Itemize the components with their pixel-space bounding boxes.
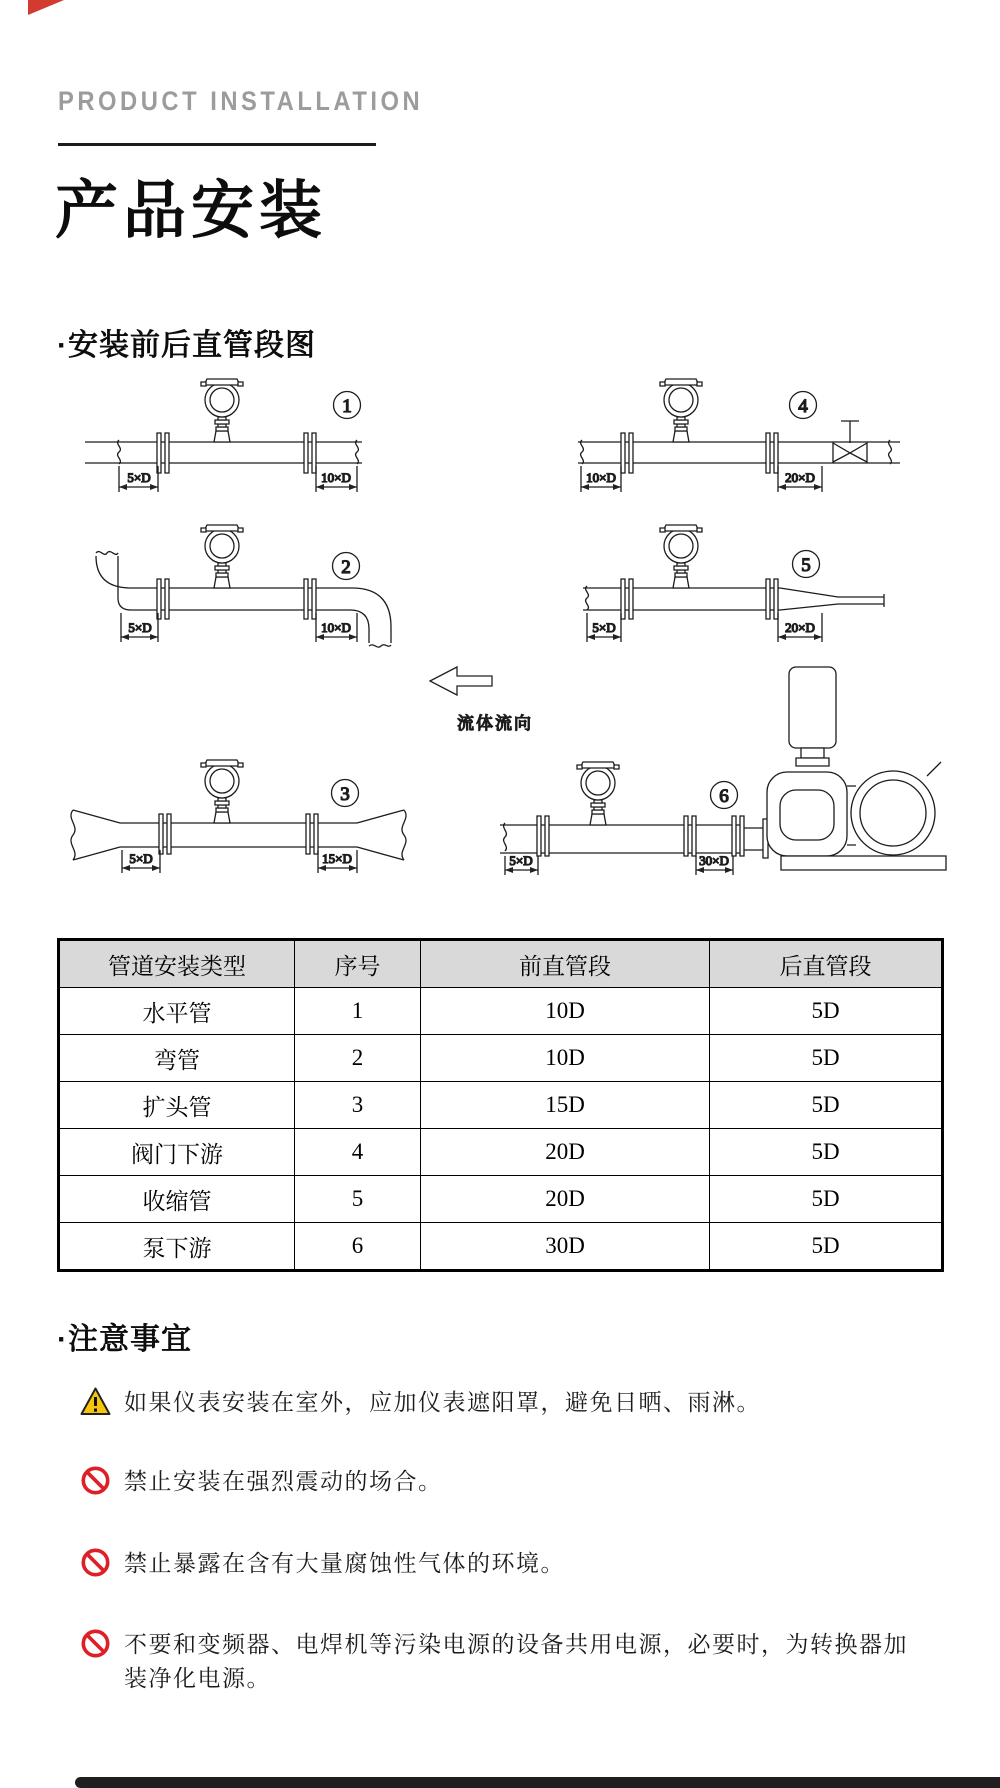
dim-label: 20×D (785, 470, 815, 485)
table-row (59, 1082, 943, 1129)
note-item (80, 1546, 960, 1580)
prohibit-icon (80, 1628, 111, 1659)
table-header-row (59, 940, 943, 988)
note-text: 如果仪表安装在室外，应加仪表遮阳罩，避免日晒、雨淋。 (124, 1389, 761, 1415)
table-cell: 5D (710, 1035, 943, 1082)
col-header-front: 前直管段 (421, 940, 710, 988)
note-text: 禁止安装在强烈震动的场合。 (124, 1468, 443, 1494)
pump-icon (767, 667, 946, 870)
section-heading-notes: ·注意事宜 (57, 1323, 192, 1356)
table-row (59, 1223, 943, 1271)
prohibit-icon (80, 1465, 111, 1496)
diagram-reducer-pipe (583, 525, 884, 642)
dim-label: 30×D (699, 853, 729, 868)
dim-label: 5×D (129, 851, 153, 866)
diagram-horizontal-pipe (85, 379, 362, 492)
note-item (80, 1627, 960, 1695)
page-title: 产品安装 (55, 176, 327, 246)
prohibit-icon (80, 1547, 111, 1578)
diagram-number: 2 (341, 557, 351, 578)
dim-label: 15×D (322, 851, 352, 866)
col-header-rear: 后直管段 (710, 940, 943, 988)
table-cell: 4 (295, 1129, 421, 1176)
table-cell: 1 (295, 988, 421, 1035)
note-item (80, 1464, 960, 1498)
footer-bar (75, 1777, 1000, 1788)
table-row (59, 1129, 943, 1176)
table-cell: 5D (710, 1129, 943, 1176)
corner-accent (28, 0, 64, 15)
table-cell: 5D (710, 988, 943, 1035)
table-cell: 5D (710, 1176, 943, 1223)
table-cell: 10D (421, 988, 710, 1035)
table-cell: 扩头管 (59, 1082, 295, 1129)
table-cell: 2 (295, 1035, 421, 1082)
table-cell: 5D (710, 1223, 943, 1271)
dim-label: 10×D (586, 470, 616, 485)
installation-diagrams (0, 350, 1000, 935)
table-cell: 3 (295, 1082, 421, 1129)
table-cell: 5D (710, 1082, 943, 1129)
table-cell: 阀门下游 (59, 1129, 295, 1176)
diagram-number: 5 (801, 555, 811, 576)
note-text: 不要和变频器、电焊机等污染电源的设备共用电源，必要时，为转换器加装净化电源。 (124, 1631, 908, 1691)
table-row (59, 1035, 943, 1082)
dim-label: 5×D (127, 470, 151, 485)
diagram-number: 4 (798, 396, 808, 417)
table-row (59, 988, 943, 1035)
flow-direction (430, 667, 533, 733)
diagram-expander-pipe (71, 760, 406, 873)
dim-label: 20×D (785, 620, 815, 635)
page-eyebrow: PRODUCT INSTALLATION (58, 86, 424, 116)
table-cell: 6 (295, 1223, 421, 1271)
diagram-elbow-pipe (96, 525, 391, 647)
dim-label: 10×D (321, 470, 351, 485)
col-header-index: 序号 (295, 940, 421, 988)
table-cell: 5 (295, 1176, 421, 1223)
title-rule (58, 143, 376, 146)
dim-label: 5×D (592, 620, 616, 635)
diagram-valve-downstream (578, 379, 900, 492)
table-cell: 泵下游 (59, 1223, 295, 1271)
table-cell: 弯管 (59, 1035, 295, 1082)
table-cell: 10D (421, 1035, 710, 1082)
diagram-number: 3 (340, 784, 350, 805)
flow-caption: 流体流向 (457, 714, 533, 733)
diagram-pump-downstream (500, 667, 946, 875)
diagram-number: 6 (719, 786, 729, 807)
warning-icon (80, 1386, 111, 1417)
note-item (80, 1385, 960, 1419)
dim-label: 10×D (321, 620, 351, 635)
table-cell: 20D (421, 1129, 710, 1176)
straight-pipe-table (57, 938, 944, 1272)
table-cell: 水平管 (59, 988, 295, 1035)
flow-arrow-icon (430, 667, 492, 695)
note-text: 禁止暴露在含有大量腐蚀性气体的环境。 (124, 1550, 565, 1576)
dim-label: 5×D (509, 853, 533, 868)
dim-label: 5×D (128, 620, 152, 635)
diagram-number: 1 (342, 396, 352, 417)
table-row (59, 1176, 943, 1223)
section-heading-straight-pipe: ·安装前后直管段图 (57, 329, 316, 362)
table-cell: 15D (421, 1082, 710, 1129)
col-header-type: 管道安装类型 (59, 940, 295, 988)
table-cell: 收缩管 (59, 1176, 295, 1223)
table-cell: 30D (421, 1223, 710, 1271)
table-cell: 20D (421, 1176, 710, 1223)
